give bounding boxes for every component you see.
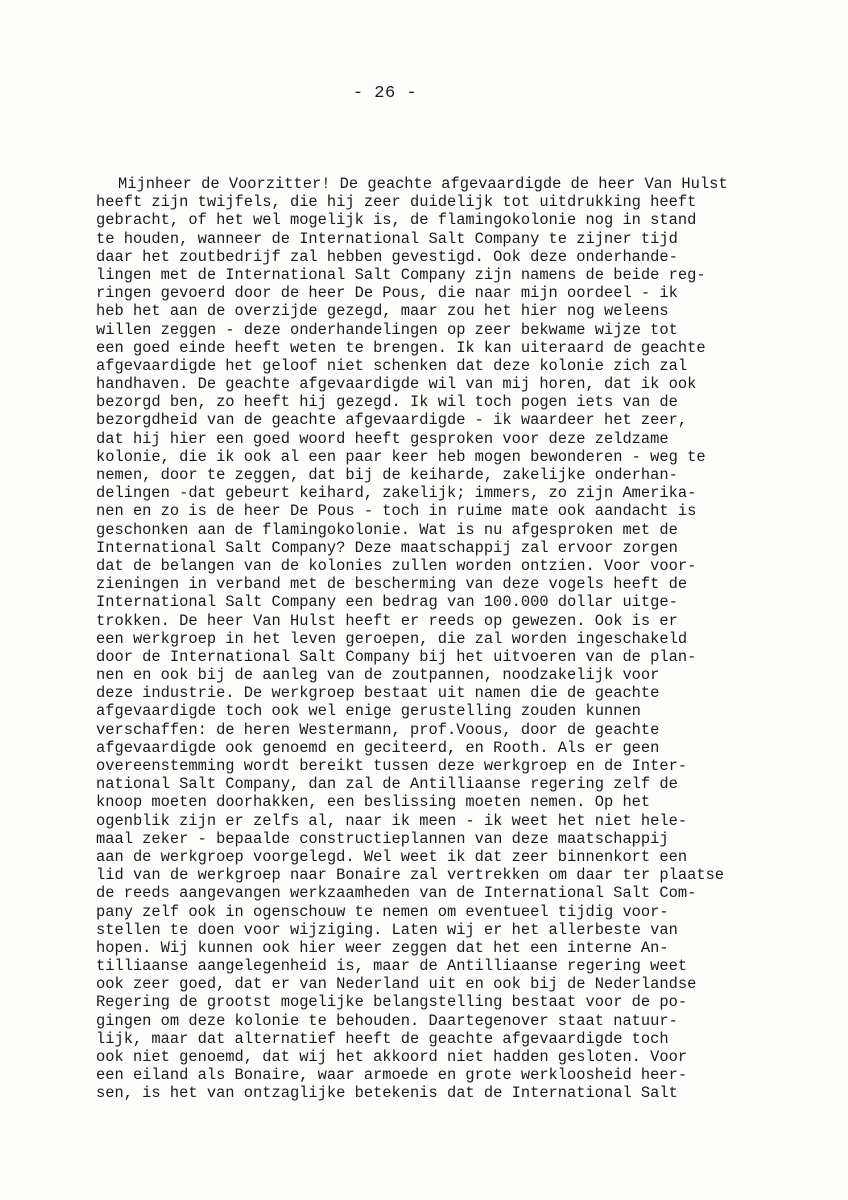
text-line: bezorgdheid van de geachte afgevaardigde - ik waardeer het zeer, <box>96 411 688 430</box>
text-line: willen zeggen - deze onderhandelingen op zeer bekwame wijze tot <box>96 320 678 339</box>
text-line: lid van de werkgroep naar Bonaire zal vertrekken om daar ter plaatse <box>96 866 725 885</box>
text-line: kolonie, die ik ook al een paar keer heb mogen bewonderen - weg te <box>96 447 706 466</box>
text-line: overeenstemming wordt bereikt tussen deze werkgroep en de Inter- <box>96 757 688 775</box>
text-line: trokken. De heer Van Hulst heeft er reeds op gewezen. Ook is er <box>96 611 678 630</box>
text-line: een goed einde heeft weten te brengen. Ik kan uiteraard de geachte <box>96 338 706 357</box>
text-line: national Salt Company, dan zal de Antilliaanse regering zelf de <box>96 775 678 794</box>
text-line: nemen, door te zeggen, dat bij de keiharde, zakelijke onderhan- <box>96 466 678 484</box>
text-line: bezorgd ben, zo heeft hij gezegd. Ik wil toch pogen iets van de <box>96 393 678 412</box>
text-line: zieningen in verband met de bescherming van deze vogels heeft de <box>96 575 688 594</box>
text-line: afgevaardigde toch ook wel enige gerustelling zouden kunnen <box>96 702 641 721</box>
text-line: tilliaanse aangelegenheid is, maar de Antilliaanse regering weet <box>96 957 688 976</box>
text-line: een eiland als Bonaire, waar armoede en grote werkloosheid heer- <box>96 1066 688 1085</box>
text-line: pany zelf ook in ogenschouw te nemen om eventueel tijdig voor- <box>96 902 669 921</box>
text-line: knoop moeten doorhakken, een beslissing moeten nemen. Op het <box>96 793 651 812</box>
text-line: gingen om deze kolonie te behouden. Daartegenover staat natuur- <box>96 1011 678 1030</box>
text-line: heb het aan de overzijde gezegd, maar zou het hier nog weleens <box>96 302 669 321</box>
text-line: ook zeer goed, dat er van Nederland uit en ook bij de Nederlandse <box>96 975 697 994</box>
text-line: delingen -dat gebeurt keihard, zakelijk; immers, zo zijn Amerika- <box>96 484 697 503</box>
text-line: ringen gevoerd door de heer De Pous, die naar mijn oordeel - ik <box>96 284 678 303</box>
text-line: maal zeker - bepaalde constructieplannen van deze maatschappij <box>96 829 669 848</box>
text-line: lingen met de International Salt Company zijn namens de beide reg- <box>96 265 706 284</box>
text-line: door de International Salt Company bij het uitvoeren van de plan- <box>96 647 697 666</box>
text-line: geschonken aan de flamingokolonie. Wat is nu afgesproken met de <box>96 520 678 539</box>
text-line: dat de belangen van de kolonies zullen worden ontzien. Voor voor- <box>96 556 697 575</box>
page-number: - 26 - <box>352 84 418 103</box>
text-line: International Salt Company een bedrag van 100.000 dollar uitge- <box>96 593 678 612</box>
text-line: heeft zijn twijfels, die hij zeer duidelijk tot uitdrukking heeft <box>96 193 697 212</box>
text-line: nen en zo is de heer De Pous - toch in ruime mate ook aandacht is <box>96 502 697 521</box>
text-line: Mijnheer de Voorzitter! De geachte afgevaardigde de heer Van Hulst <box>118 175 728 193</box>
text-line: aan de werkgroep voorgelegd. Wel weet ik dat zeer binnenkort een <box>96 847 688 866</box>
text-line: afgevaardigde ook genoemd en geciteerd, en Rooth. Als er geen <box>96 738 660 757</box>
text-line: nen en ook bij de aanleg van de zoutpannen, noodzakelijk voor <box>96 666 660 685</box>
text-line: stellen te doen voor wijziging. Laten wij er het allerbeste van <box>96 920 678 939</box>
text-line: verschaffen: de heren Westermann, prof.Voous, door de geachte <box>96 720 660 739</box>
text-line: lijk, maar dat alternatief heeft de geachte afgevaardigde toch <box>96 1029 669 1048</box>
text-line: ook niet genoemd, dat wij het akkoord niet hadden gesloten. Voor <box>96 1048 688 1066</box>
text-line: deze industrie. De werkgroep bestaat uit namen die de geachte <box>96 684 660 703</box>
body-text <box>96 175 776 1103</box>
text-line: daar het zoutbedrijf zal hebben gevestigd. Ook deze onderhande- <box>96 247 678 266</box>
text-line: dat hij hier een goed woord heeft gesproken voor deze zeldzame <box>96 429 669 448</box>
text-line: de reeds aangevangen werkzaamheden van de International Salt Com- <box>96 884 697 903</box>
text-line: sen, is het van ontzaglijke betekenis dat de International Salt <box>96 1084 678 1103</box>
text-line: handhaven. De geachte afgevaardigde wil van mij horen, dat ik ook <box>96 375 697 394</box>
text-line: ogenblik zijn er zelfs al, naar ik meen - ik weet het niet hele- <box>96 811 688 830</box>
text-line: gebracht, of het wel mogelijk is, de flamingokolonie nog in stand <box>96 211 697 230</box>
text-line: afgevaardigde het geloof niet schenken dat deze kolonie zich zal <box>96 356 688 375</box>
text-line: een werkgroep in het leven geroepen, die zal worden ingeschakeld <box>96 629 688 648</box>
text-line: Regering de grootst mogelijke belangstelling bestaat voor de po- <box>96 993 688 1012</box>
text-line: International Salt Company? Deze maatschappij zal ervoor zorgen <box>96 538 678 557</box>
text-line: te houden, wanneer de International Salt Company te zijner tijd <box>96 229 678 248</box>
text-line: hopen. Wij kunnen ook hier weer zeggen dat het een interne An- <box>96 938 669 957</box>
